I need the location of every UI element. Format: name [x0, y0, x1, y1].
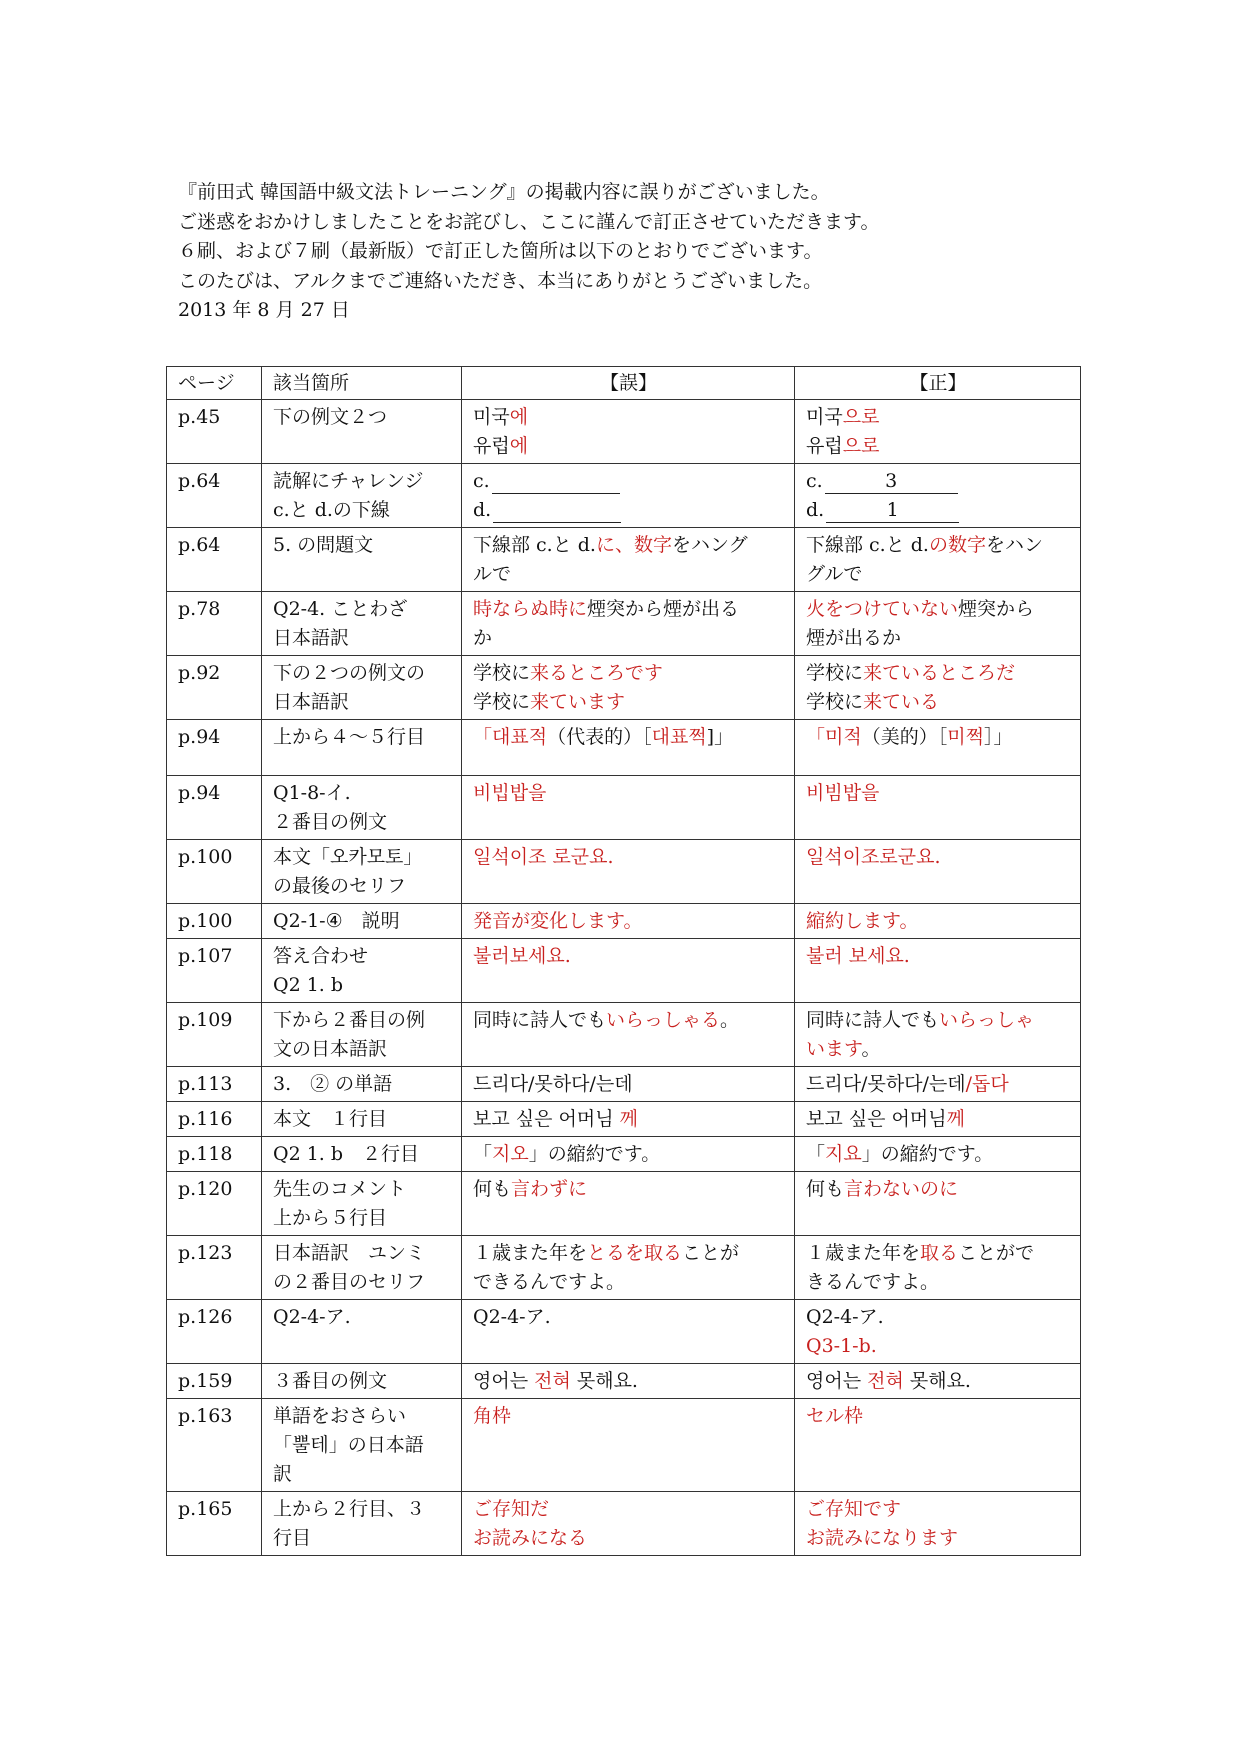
cell-page: p.116 — [167, 1102, 262, 1137]
table-row — [167, 656, 1081, 720]
table-row — [167, 1364, 1081, 1399]
intro-line: このたびは、アルクまでご連絡いただき、本当にありがとうございました。 — [178, 269, 823, 292]
cell-correct: 일석이조로군요. — [795, 840, 1081, 904]
table-row — [167, 1236, 1081, 1300]
cell-correct: 学校に来ているところだ 学校に来ている — [795, 656, 1081, 720]
cell-page: p.78 — [167, 592, 262, 656]
cell-wrong: 드리다/못하다/는데 — [462, 1067, 795, 1102]
cell-location: 上から２行目、３ 行目 — [262, 1492, 462, 1556]
cell-wrong: 学校に来るところです 学校に来ています — [462, 656, 795, 720]
cell-wrong: １歳また年をとるを取ることが できるんですよ。 — [462, 1236, 795, 1300]
cell-correct: 미국으로 유럽으로 — [795, 400, 1081, 464]
cell-wrong: 불러보세요. — [462, 939, 795, 1003]
intro-line: ６刷、および７刷（最新版）で訂正した箇所は以下のとおりでございます。 — [178, 240, 823, 262]
cell-location: 上から４～５行目 — [262, 720, 462, 776]
table-row — [167, 776, 1081, 840]
cell-correct: c. 3 d. 1 — [795, 464, 1081, 528]
table-row — [167, 904, 1081, 939]
cell-wrong: 일석이조 로군요. — [462, 840, 795, 904]
cell-wrong: Q2-4-ア. — [462, 1300, 795, 1364]
cell-page: p.100 — [167, 904, 262, 939]
cell-page: p.94 — [167, 776, 262, 840]
cell-location: 本文 １行目 — [262, 1102, 462, 1137]
cell-location: ３番目の例文 — [262, 1364, 462, 1399]
cell-wrong: 보고 싶은 어머님 께 — [462, 1102, 795, 1137]
cell-page: p.163 — [167, 1399, 262, 1492]
cell-correct: 「지요」の縮約です。 — [795, 1137, 1081, 1172]
table-row — [167, 400, 1081, 464]
cell-location: Q2-1-④ 説明 — [262, 904, 462, 939]
cell-location: 下から２番目の例 文の日本語訳 — [262, 1003, 462, 1067]
table-row — [167, 939, 1081, 1003]
cell-page: p.165 — [167, 1492, 262, 1556]
cell-location: Q2-4. ことわざ 日本語訳 — [262, 592, 462, 656]
intro-line: ご迷惑をおかけしましたことをお詫びし、ここに謹んで訂正させていただきます。 — [178, 210, 880, 233]
intro-date: 2013 年 8 月 27 日 — [178, 299, 350, 321]
cell-correct: 비빔밥을 — [795, 776, 1081, 840]
cell-location: 単語をおさらい 「뿔테」の日本語 訳 — [262, 1399, 462, 1492]
errata-table — [166, 366, 1081, 1556]
cell-page: p.94 — [167, 720, 262, 776]
cell-correct: 드리다/못하다/는데/돕다 — [795, 1067, 1081, 1102]
header-location: 該当箇所 — [262, 367, 462, 400]
cell-correct: 火をつけていない煙突から 煙が出るか — [795, 592, 1081, 656]
cell-location: 下の例文２つ — [262, 400, 462, 464]
cell-page: p.92 — [167, 656, 262, 720]
table-row — [167, 464, 1081, 528]
table-row — [167, 1300, 1081, 1364]
table-row — [167, 592, 1081, 656]
cell-correct: 縮約します。 — [795, 904, 1081, 939]
cell-wrong: c. d. — [462, 464, 795, 528]
cell-wrong: 時ならぬ時に煙突から煙が出る か — [462, 592, 795, 656]
cell-location: 読解にチャレンジ c.と d.の下線 — [262, 464, 462, 528]
cell-correct: Q2-4-ア. Q3-1-b. — [795, 1300, 1081, 1364]
cell-wrong: 영어는 전혀 못해요. — [462, 1364, 795, 1399]
table-row — [167, 720, 1081, 776]
cell-correct: ご存知です お読みになります — [795, 1492, 1081, 1556]
cell-location: Q2-4-ア. — [262, 1300, 462, 1364]
cell-page: p.100 — [167, 840, 262, 904]
intro-text — [178, 178, 1078, 326]
header-correct: 【正】 — [795, 367, 1081, 400]
cell-correct: 불러 보세요. — [795, 939, 1081, 1003]
table-row — [167, 1003, 1081, 1067]
cell-correct: 下線部 c.と d.の数字をハン グルで — [795, 528, 1081, 592]
cell-location: 先生のコメント 上から５行目 — [262, 1172, 462, 1236]
table-row — [167, 1172, 1081, 1236]
cell-page: p.64 — [167, 528, 262, 592]
cell-page: p.118 — [167, 1137, 262, 1172]
cell-page: p.107 — [167, 939, 262, 1003]
cell-wrong: 同時に詩人でもいらっしゃる。 — [462, 1003, 795, 1067]
cell-wrong: 何も言わずに — [462, 1172, 795, 1236]
cell-wrong: 미국에 유럽에 — [462, 400, 795, 464]
cell-page: p.159 — [167, 1364, 262, 1399]
cell-location: Q2 1. b ２行目 — [262, 1137, 462, 1172]
table-row — [167, 1137, 1081, 1172]
cell-page: p.45 — [167, 400, 262, 464]
cell-wrong: 下線部 c.と d.に、数字をハング ルで — [462, 528, 795, 592]
cell-page: p.120 — [167, 1172, 262, 1236]
cell-page: p.109 — [167, 1003, 262, 1067]
cell-location: 5. の問題文 — [262, 528, 462, 592]
cell-location: 3. ② の単語 — [262, 1067, 462, 1102]
cell-location: 本文「오카모토」 の最後のセリフ — [262, 840, 462, 904]
cell-page: p.113 — [167, 1067, 262, 1102]
table-row — [167, 1067, 1081, 1102]
cell-wrong: ご存知だ お読みになる — [462, 1492, 795, 1556]
cell-correct: セル枠 — [795, 1399, 1081, 1492]
intro-line: 『前田式 韓国語中級文法トレーニング』の掲載内容に誤りがございました。 — [178, 181, 830, 203]
cell-wrong: 비빕밥을 — [462, 776, 795, 840]
cell-correct: 何も言わないのに — [795, 1172, 1081, 1236]
cell-location: 日本語訳 ユンミ の２番目のセリフ — [262, 1236, 462, 1300]
cell-wrong: 「지오」の縮約です。 — [462, 1137, 795, 1172]
cell-wrong: 角枠 — [462, 1399, 795, 1492]
cell-location: 答え合わせ Q2 1. b — [262, 939, 462, 1003]
cell-page: p.126 — [167, 1300, 262, 1364]
header-wrong: 【誤】 — [462, 367, 795, 400]
cell-correct: 보고 싶은 어머님께 — [795, 1102, 1081, 1137]
table-row — [167, 528, 1081, 592]
cell-correct: 同時に詩人でもいらっしゃ います。 — [795, 1003, 1081, 1067]
table-row — [167, 840, 1081, 904]
header-row — [167, 367, 1081, 400]
cell-correct: 영어는 전혀 못해요. — [795, 1364, 1081, 1399]
table-row — [167, 1102, 1081, 1137]
table-row — [167, 1492, 1081, 1556]
table-row — [167, 1399, 1081, 1492]
cell-wrong: 発音が変化します。 — [462, 904, 795, 939]
cell-wrong: 「대표적（代表的）［대표쩍]」 — [462, 720, 795, 776]
cell-correct: １歳また年を取ることがで きるんですよ。 — [795, 1236, 1081, 1300]
cell-location: Q1-8-イ. ２番目の例文 — [262, 776, 462, 840]
cell-correct: 「미적（美的）［미쩍］」 — [795, 720, 1081, 776]
cell-page: p.64 — [167, 464, 262, 528]
cell-location: 下の２つの例文の 日本語訳 — [262, 656, 462, 720]
cell-page: p.123 — [167, 1236, 262, 1300]
header-page: ページ — [167, 367, 262, 400]
